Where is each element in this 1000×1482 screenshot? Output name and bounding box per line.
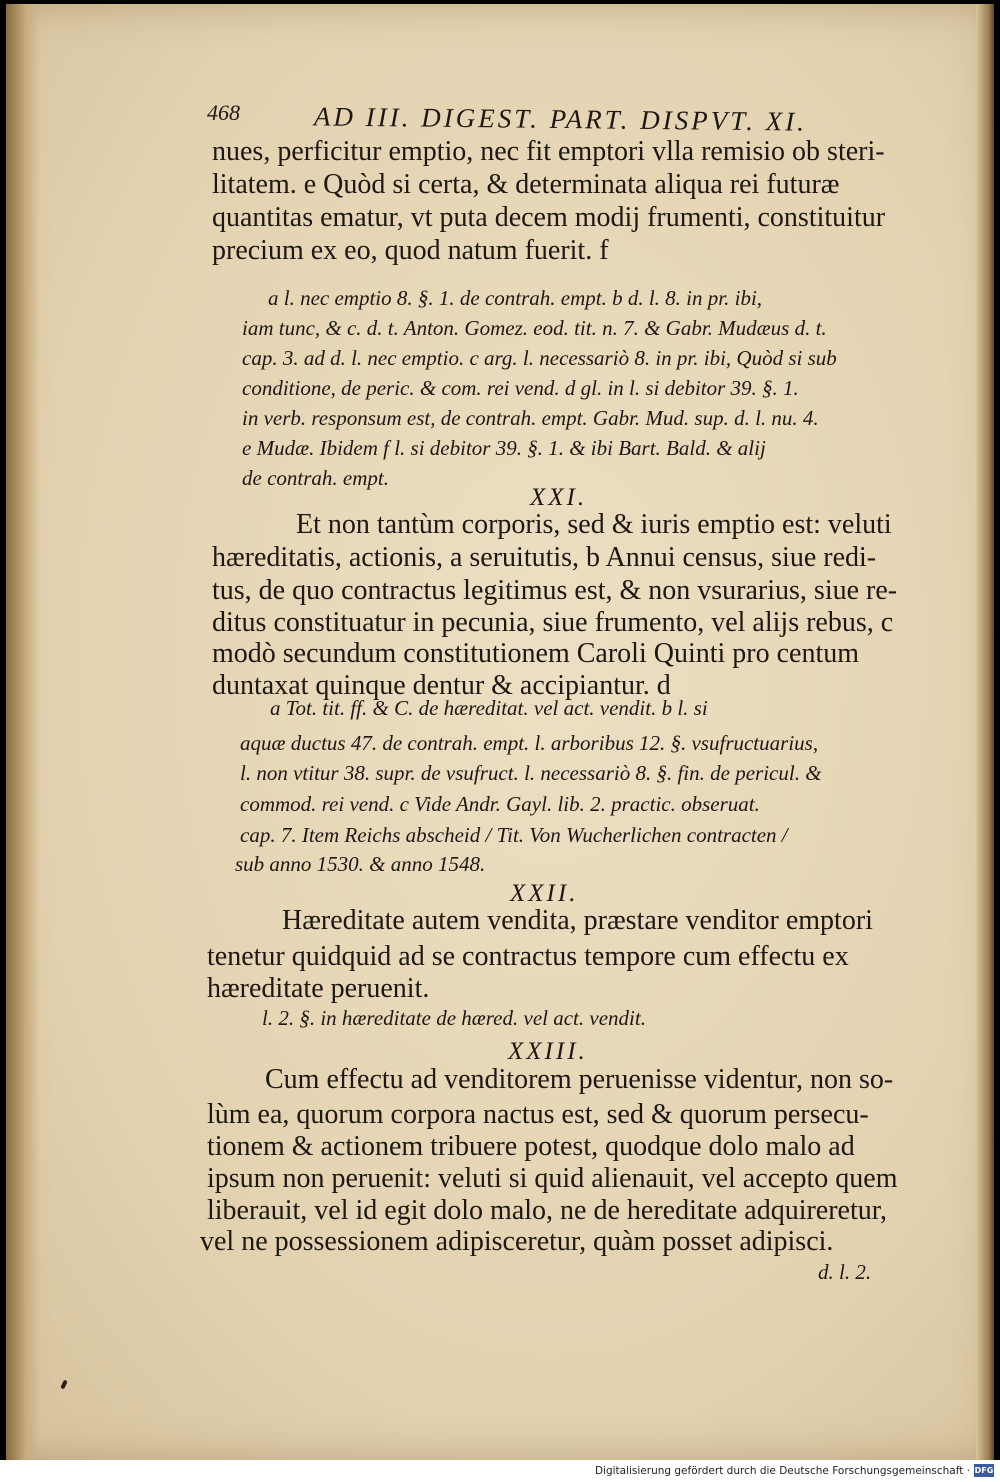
footnote-line: l. 2. §. in hæreditate de hæred. vel act. vendit. xyxy=(262,1006,646,1030)
footnote-line: l. non vtitur 38. supr. de vsufruct. l. necessariò 8. §. fin. de pericul. & xyxy=(240,761,822,785)
footnote-line: cap. 7. Item Reichs abscheid / Tit. Von Wucherlichen contracten / xyxy=(240,823,788,847)
body-line: vel ne possessionem adipisceretur, quàm posset adipisci. xyxy=(200,1226,834,1257)
running-title: AD III. DIGEST. PART. DISPVT. XI. xyxy=(313,101,808,137)
footnote-line: in verb. responsum est, de contrah. empt. Gabr. Mud. sup. d. l. nu. 4. xyxy=(242,406,819,430)
body-line: tenetur quidquid ad se contractus tempore cum effectu ex xyxy=(207,941,849,972)
footnote-line: commod. rei vend. c Vide Andr. Gayl. lib. 2. practic. obseruat. xyxy=(240,792,760,816)
scan-credit: Digitalisierung gefördert durch die Deutsche Forschungsgemeinschaft · xyxy=(594,1465,970,1477)
page-number: 468 xyxy=(207,100,240,125)
footnote-line: de contrah. empt. xyxy=(242,466,389,490)
footnote-line: cap. 3. ad d. l. nec emptio. c arg. l. necessariò 8. in pr. ibi, Quòd si sub xyxy=(242,346,837,370)
body-line: Cum effectu ad venditorem peruenisse videntur, non so- xyxy=(265,1064,894,1095)
section-heading: XXI. xyxy=(530,484,588,511)
footnote-line: e Mudæ. Ibidem f l. si debitor 39. §. 1. & ibi Bart. Bald. & alij xyxy=(242,436,766,460)
body-line: ditus constituatur in pecunia, siue frumento, vel alijs rebus, c xyxy=(212,607,894,638)
footnote-line: conditione, de peric. & com. rei vend. d gl. in l. si debitor 39. §. 1. xyxy=(242,376,799,400)
body-line: tus, de quo contractus legitimus est, & non vsurarius, siue re- xyxy=(212,575,898,606)
body-line: nues, perficitur emptio, nec fit emptori vlla remisio ob steri- xyxy=(212,136,885,167)
body-line: duntaxat quinque dentur & accipiantur. d xyxy=(212,670,671,701)
dfg-logo-icon: DFG xyxy=(974,1466,994,1475)
body-line: precium ex eo, quod natum fuerit. f xyxy=(212,235,609,266)
footnote-line: a l. nec emptio 8. §. 1. de contrah. empt. b d. l. 8. in pr. ibi, xyxy=(268,286,763,310)
body-line: Hæreditate autem vendita, præstare venditor emptori xyxy=(282,905,873,936)
page-edge xyxy=(976,4,994,1460)
body-line: lùm ea, quorum corpora nactus est, sed & quorum persecu- xyxy=(207,1099,869,1130)
body-line: modò secundum constitutionem Caroli Quinti pro centum xyxy=(212,638,860,669)
footnote-line: iam tunc, & c. d. t. Anton. Gomez. eod. tit. n. 7. & Gabr. Mudæus d. t. xyxy=(242,316,827,340)
body-line: ipsum non peruenit: veluti si quid alienauit, vel accepto quem xyxy=(207,1163,898,1194)
body-line: hæreditatis, actionis, a seruitutis, b Annui census, siue redi- xyxy=(212,542,877,573)
page-gutter-shadow xyxy=(6,4,40,1460)
section-heading: XXIII. xyxy=(508,1038,588,1065)
scan-footer xyxy=(0,1460,1000,1482)
footnote-line: a Tot. tit. ff. & C. de hæreditat. vel act. vendit. b l. si xyxy=(270,696,708,720)
body-line: quantitas ematur, vt puta decem modij frumenti, constituitur xyxy=(212,202,886,233)
section-heading: XXII. xyxy=(510,880,579,907)
body-line: litatem. e Quòd si certa, & determinata aliqua rei futuræ xyxy=(212,169,840,200)
footnote-line: aquæ ductus 47. de contrah. empt. l. arboribus 12. §. vsufructuarius, xyxy=(240,731,819,755)
footnote-line: d. l. 2. xyxy=(818,1260,872,1284)
footnote-line: sub anno 1530. & anno 1548. xyxy=(235,852,486,876)
body-line: tionem & actionem tribuere potest, quodque dolo malo ad xyxy=(207,1131,855,1162)
body-line: liberauit, vel id egit dolo malo, ne de hereditate adquireretur, xyxy=(207,1195,887,1226)
body-line: hæreditate peruenit. xyxy=(207,973,430,1004)
body-line: Et non tantùm corporis, sed & iuris emptio est: veluti xyxy=(296,509,892,540)
